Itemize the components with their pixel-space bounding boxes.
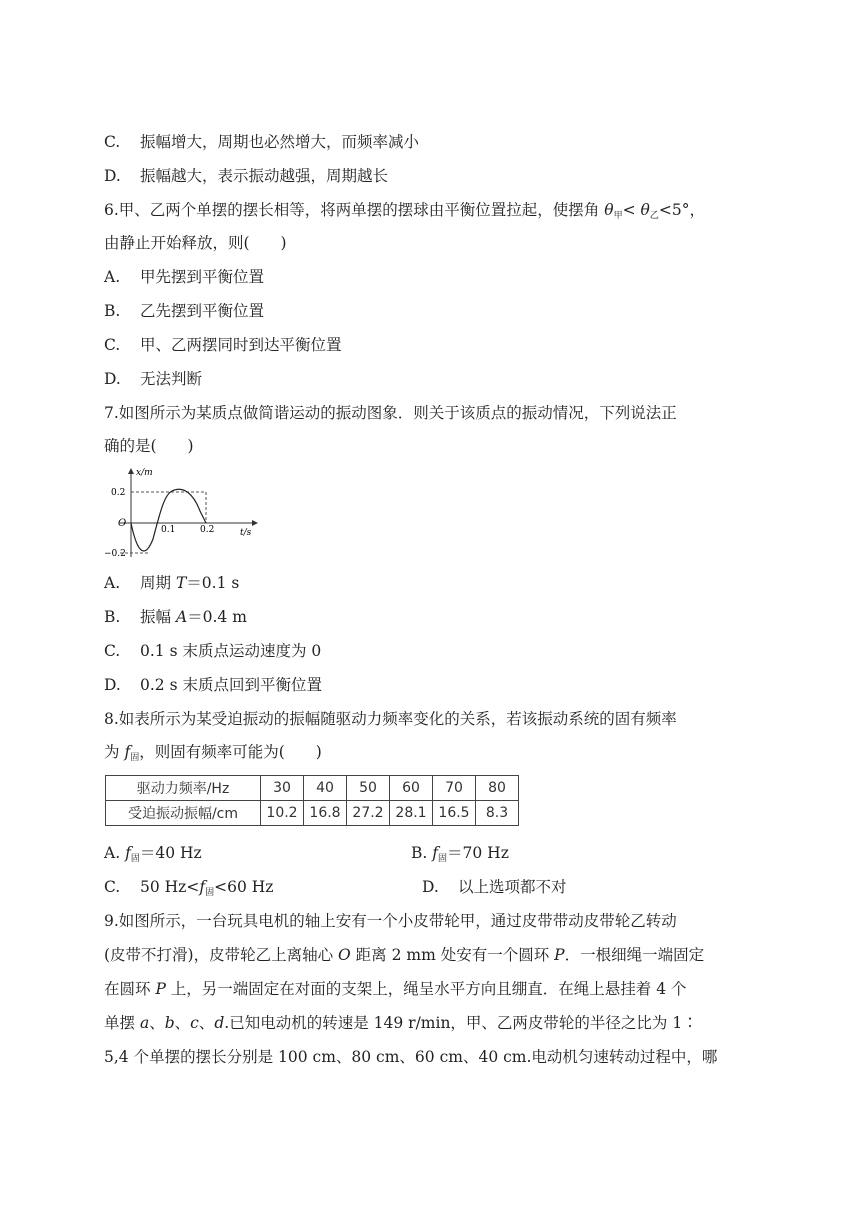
var-t: T — [175, 574, 187, 592]
q5-option-c — [104, 132, 419, 152]
q6-stem-text: 6.甲、乙两个单摆的摆长相等，将两单摆的摆球由平衡位置拉起，使摆角 — [104, 201, 600, 219]
q6-option-c — [104, 335, 342, 355]
var-d: d — [214, 1014, 225, 1032]
row-header: 驱动力频率/Hz — [106, 776, 261, 801]
q9-text: .已知电动机的转速是 149 r/min，甲、乙两皮带轮的半径之比为 1∶ — [224, 1014, 698, 1032]
q9-text: 单摆 — [104, 1014, 140, 1032]
option-text: 以上选项都不对 — [458, 878, 567, 896]
q8-option-a — [104, 843, 202, 869]
q7-stem-line1: 7.如图所示为某质点做简谐运动的振动图象．则关于该质点的振动情况，下列说法正 — [104, 404, 677, 422]
option-tag: D. — [104, 167, 121, 185]
y-axis-label: x/m — [136, 468, 153, 478]
subscript-yi: 乙 — [649, 211, 659, 221]
option-text: 周期 — [140, 574, 176, 592]
q8-stem-line2 — [104, 742, 322, 768]
table-cell: 70 — [433, 776, 476, 801]
q6-stem-line2: 由静止开始释放，则( ) — [104, 234, 287, 252]
option-value: ＝70 Hz — [447, 844, 509, 862]
var-a: a — [139, 1014, 150, 1032]
tick-label-pos: 0.2 — [111, 488, 126, 498]
option-text: 甲先摆到平衡位置 — [140, 268, 265, 286]
table-cell: 50 — [347, 776, 390, 801]
q9-stem-line2 — [104, 945, 704, 965]
q8-option-b — [411, 843, 509, 869]
option-tag: B. — [411, 844, 428, 862]
subscript-gu: 固 — [130, 753, 140, 763]
origin-label: O — [118, 518, 127, 529]
q6-stem-tail: <5°， — [658, 201, 705, 219]
option-text: 乙先摆到平衡位置 — [140, 302, 265, 320]
option-text: 振幅增大，周期也必然增大，而频率减小 — [140, 133, 420, 151]
var-b: b — [164, 1014, 175, 1032]
table-row — [106, 801, 519, 826]
subscript-gu: 固 — [438, 854, 448, 864]
var-f: f — [124, 743, 131, 761]
tick-label-t1: 0.1 — [161, 525, 176, 535]
option-tag: A. — [104, 574, 121, 592]
table-cell: 16.5 — [433, 801, 476, 826]
subscript-jia: 甲 — [613, 211, 623, 221]
table-cell: 30 — [261, 776, 304, 801]
vibration-graph — [102, 465, 262, 560]
x-axis-label: t/s — [240, 528, 252, 538]
option-tag: D. — [422, 878, 439, 896]
subscript-gu: 固 — [205, 888, 215, 898]
option-tag: B. — [104, 302, 121, 320]
option-text: 0.2 s 末质点回到平衡位置 — [140, 676, 322, 694]
t-axis-arrow — [252, 520, 258, 526]
option-text: 0.1 s 末质点运动速度为 0 — [140, 642, 322, 660]
option-tag: D. — [104, 676, 121, 694]
option-text: 振幅越大，表示振动越强，周期越长 — [140, 167, 389, 185]
table-cell: 10.2 — [261, 801, 304, 826]
q9-text: 上，另一端固定在对面的支架上，绳呈水平方向且绷直．在绳上悬挂着 4 个 — [165, 980, 687, 998]
table-cell: 80 — [476, 776, 519, 801]
less-than: < — [622, 201, 636, 219]
tick-label-neg: −0.2 — [104, 549, 126, 559]
table-cell: 40 — [304, 776, 347, 801]
q6-option-a — [104, 267, 264, 287]
table-cell: 16.8 — [304, 801, 347, 826]
option-tag: A. — [104, 844, 121, 862]
option-value: ＝0.4 m — [187, 608, 247, 626]
table-cell: 28.1 — [390, 801, 433, 826]
var-p: P — [554, 946, 565, 964]
var-f: f — [199, 878, 206, 896]
frequency-amplitude-table — [105, 775, 519, 826]
q6-option-d — [104, 369, 202, 389]
option-text: 无法判断 — [140, 370, 203, 388]
q7-option-a — [104, 573, 239, 593]
q8-option-c — [104, 877, 273, 903]
q9-stem-line5: 5,4 个单摆的摆长分别是 100 cm、80 cm、60 cm、40 cm.电动机匀速转动过程中，哪 — [104, 1048, 718, 1066]
q9-stem-line1: 9.如图所示，一台玩具电机的轴上安有一个小皮带轮甲，通过皮带带动皮带轮乙转动 — [104, 912, 677, 930]
q9-text: 距离 2 mm 处安有一个圆环 — [350, 946, 555, 964]
option-tag: C. — [104, 642, 121, 660]
option-text: 振幅 — [140, 608, 176, 626]
option-value: <60 Hz — [214, 878, 274, 896]
q9-stem-line3 — [104, 979, 687, 999]
option-tag: D. — [104, 370, 121, 388]
q9-text: (皮带不打滑)，皮带轮乙上离轴心 — [104, 946, 339, 964]
option-tag: C. — [104, 133, 121, 151]
table-cell: 60 — [390, 776, 433, 801]
table-cell: 8.3 — [476, 801, 519, 826]
option-tag: B. — [104, 608, 121, 626]
var-a: A — [175, 608, 188, 626]
option-tag: C. — [104, 336, 121, 354]
option-tag: A. — [104, 268, 121, 286]
option-text: 甲、乙两摆同时到达平衡位置 — [140, 336, 342, 354]
tick-label-t2: 0.2 — [200, 525, 215, 535]
q6-stem-line1 — [104, 200, 705, 226]
q7-stem-line2: 确的是( ) — [104, 437, 194, 455]
option-tag: C. — [104, 878, 121, 896]
option-value: ＝40 Hz — [139, 844, 202, 862]
theta-symbol: θ — [640, 201, 650, 219]
q8-option-d — [422, 877, 567, 897]
row-header: 受迫振动振幅/cm — [106, 801, 261, 826]
var-o: O — [338, 946, 351, 964]
separator: 、 — [198, 1014, 215, 1032]
separator: 、 — [149, 1014, 165, 1032]
theta-symbol: θ — [604, 201, 614, 219]
q7-option-d — [104, 675, 322, 695]
q8-stem-line1: 8.如表所示为某受迫振动的振幅随驱动力频率变化的关系，若该振动系统的固有频率 — [104, 710, 677, 728]
q9-stem-line4 — [104, 1013, 698, 1033]
x-axis-arrow — [128, 468, 134, 474]
q5-option-d — [104, 166, 388, 186]
q7-option-b — [104, 607, 247, 627]
q8-stem-tail: ，则固有频率可能为( ) — [139, 743, 322, 761]
q6-option-b — [104, 301, 264, 321]
var-f: f — [125, 844, 131, 862]
table-row — [106, 776, 519, 801]
var-p: P — [155, 980, 166, 998]
option-text: 50 Hz< — [140, 878, 200, 896]
q9-text: 在圆环 — [104, 980, 156, 998]
sine-curve — [131, 489, 206, 551]
var-f: f — [432, 844, 439, 862]
q8-stem-text: 为 — [104, 743, 125, 761]
separator: 、 — [174, 1014, 191, 1032]
option-value: ＝0.1 s — [186, 574, 240, 592]
table-cell: 27.2 — [347, 801, 390, 826]
subscript-gu: 固 — [130, 854, 140, 864]
q7-option-c — [104, 641, 321, 661]
q9-text: ．一根细绳一端固定 — [564, 946, 705, 964]
var-c: c — [190, 1014, 199, 1032]
